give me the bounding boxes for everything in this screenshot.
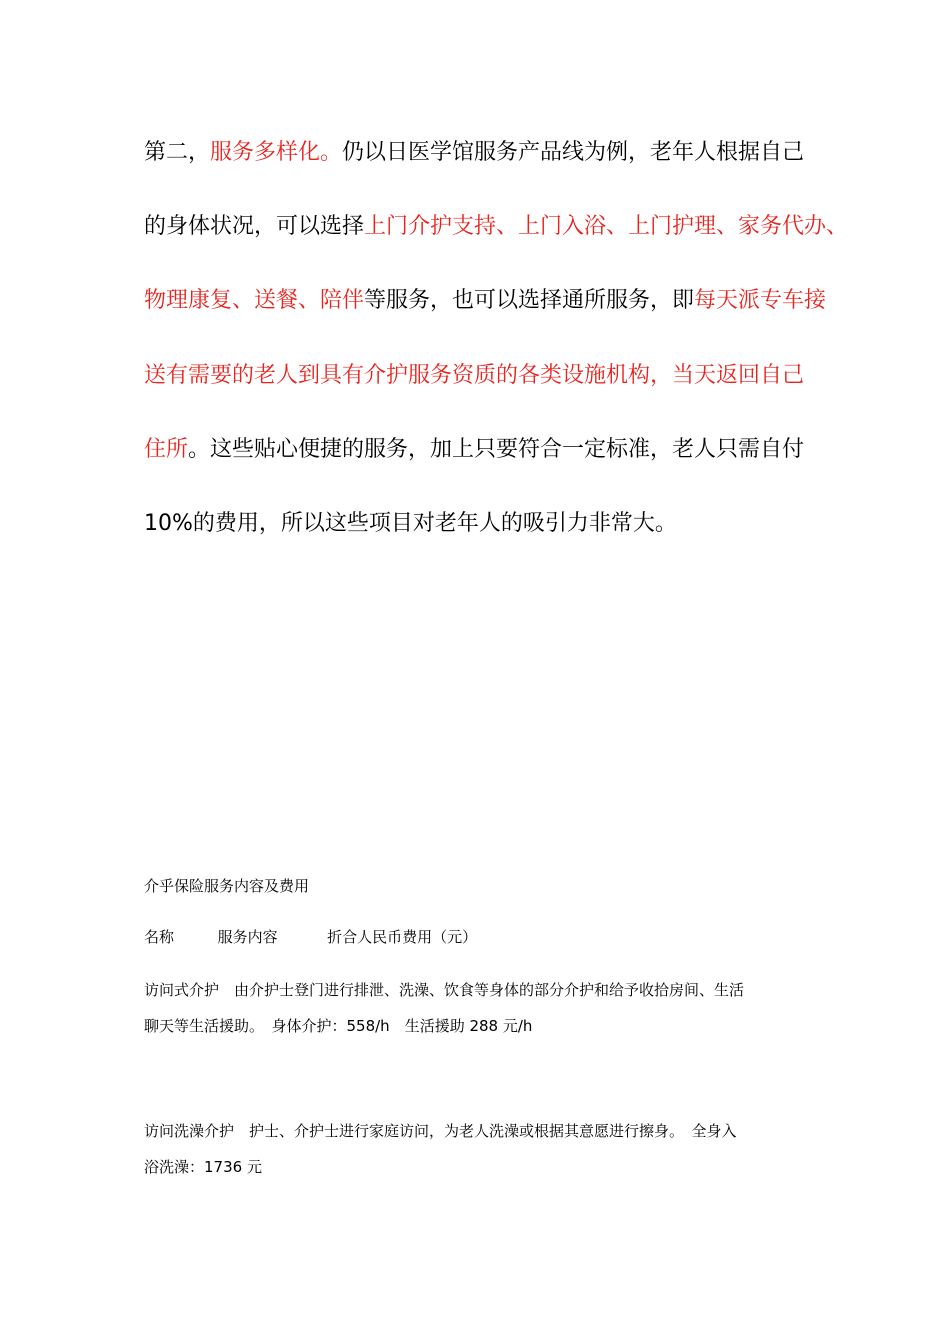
header-cost: 折合人民币费用（元） [327, 928, 478, 946]
highlighted-text: 物理康复、送餐、陪伴 [144, 288, 365, 313]
paragraph-line-6 [144, 509, 824, 539]
header-name: 名称 [144, 928, 175, 946]
body-text: 10%的费用，所以这些项目对老年人的吸引力非常大。 [144, 511, 677, 536]
body-text: 。这些贴心便捷的服务，加上只要符合一定标准，老人只需自付 [188, 437, 805, 462]
table-row-1-line-1: 访问式介护 由介护士登门进行排泄、洗澡、饮食等身体的部分介护和给予收拾房间、生活 [144, 981, 745, 999]
body-text: 仍以日医学馆服务产品线为例，老年人根据自己 [342, 140, 805, 165]
paragraph-line-2 [144, 212, 849, 242]
paragraph-line-4 [144, 361, 824, 391]
highlighted-text: 上门介护支持、上门入浴、上门护理、家务代办、 [364, 214, 849, 239]
section-title: 介乎保险服务内容及费用 [144, 877, 310, 895]
table-row-2-line-1: 访问洗澡介护 护士、介护士进行家庭访问，为老人洗澡或根据其意愿进行擦身。 全身入 [144, 1122, 737, 1140]
highlighted-text: 送有需要的老人到具有介护服务资质的各类设施机构，当天返回自己 [144, 363, 805, 388]
header-content: 服务内容 [217, 928, 278, 946]
highlighted-text: 住所 [144, 437, 189, 462]
paragraph-line-3 [144, 286, 827, 316]
body-text: 第二， [144, 140, 211, 165]
table-row-2-line-2: 浴洗澡：1736 元 [144, 1158, 262, 1176]
highlighted-text: 服务多样化。 [210, 140, 343, 165]
body-text: 等服务，也可以选择通所服务，即 [364, 288, 695, 313]
table-row-1-line-2: 聊天等生活援助。 身体介护：558/h 生活援助 288 元/h [144, 1017, 533, 1035]
table-header-row [144, 926, 824, 948]
paragraph-line-5 [144, 435, 824, 465]
paragraph-line-1 [144, 138, 824, 168]
body-text: 的身体状况，可以选择 [144, 214, 365, 239]
highlighted-text: 每天派专车接 [694, 288, 827, 313]
